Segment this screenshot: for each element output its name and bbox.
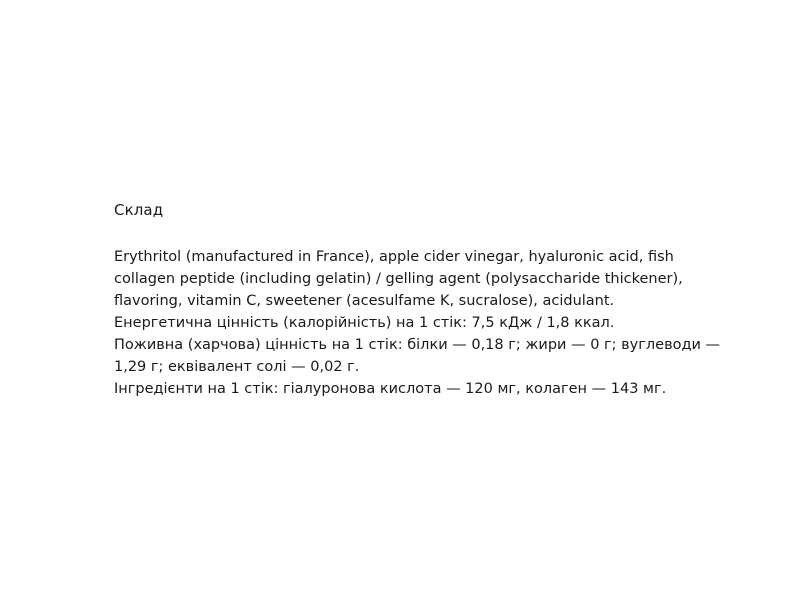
composition-line-active-ingredients: Інгредієнти на 1 стік: гіалуронова кислота — 120 мг, колаген — 143 мг. [114,381,667,397]
composition-line-nutrition-1: Поживна (харчова) цінність на 1 стік: білки — 0,18 г; жири — 0 г; вуглеводи — [114,337,721,353]
composition-line-ingredients-2: collagen peptide (including gelatin) / gelling agent (polysaccharide thickener), [114,271,683,287]
composition-line-ingredients-3: flavoring, vitamin C, sweetener (acesulfame K, sucralose), acidulant. [114,293,615,309]
composition-section [114,200,721,400]
composition-line-ingredients-1: Erythritol (manufactured in France), apple cider vinegar, hyaluronic acid, fish [114,249,674,265]
composition-line-nutrition-2: 1,29 г; еквівалент солі — 0,02 г. [114,359,360,375]
composition-title: Склад [114,201,164,219]
composition-text [114,246,721,400]
composition-line-energy: Енергетична цінність (калорійність) на 1 стік: 7,5 кДж / 1,8 ккал. [114,315,615,331]
